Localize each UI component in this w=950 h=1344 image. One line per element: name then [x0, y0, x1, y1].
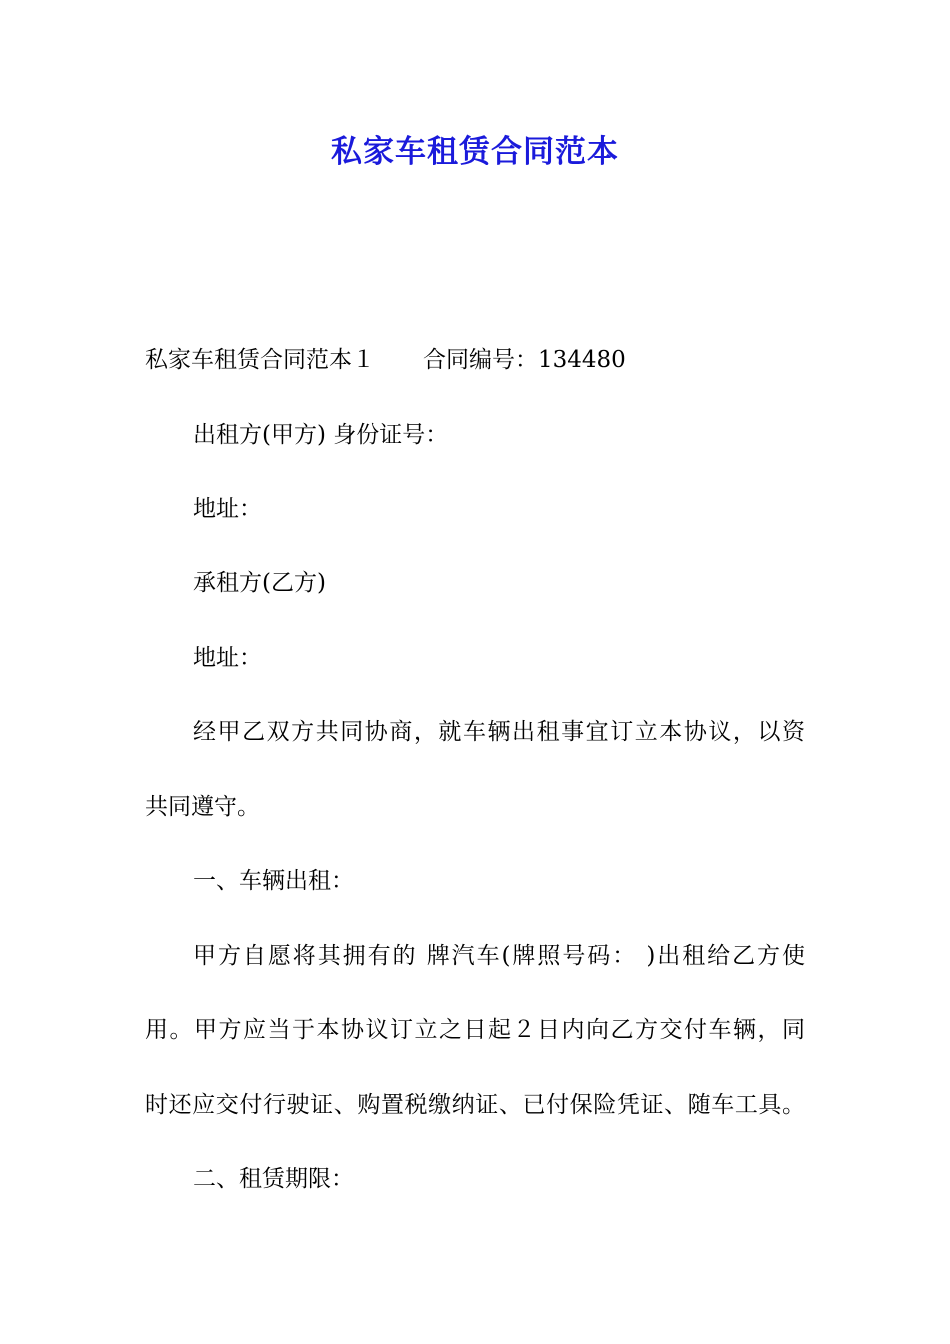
lessee-line: 承租方(乙方) [193, 570, 326, 596]
intro-paragraph-line-1: 经甲乙双方共同协商，就车辆出租事宜订立本协议，以资 [193, 719, 805, 745]
intro-paragraph-line-2: 共同遵守。 [145, 794, 260, 820]
contract-number: 合同编号：134480 [423, 347, 626, 373]
section-2-heading: 二、租赁期限： [193, 1166, 354, 1192]
section-1-line-1: 甲方自愿将其拥有的 牌汽车(牌照号码： )出租给乙方使 [193, 943, 805, 969]
lessee-address: 地址： [193, 645, 262, 671]
header-line [145, 344, 626, 376]
section-1-line-2: 用。甲方应当于本协议订立之日起２日内向乙方交付车辆，同 [145, 1017, 805, 1043]
doc-label: 私家车租赁合同范本１ [145, 347, 375, 373]
section-1-line-3: 时还应交付行驶证、购置税缴纳证、已付保险凭证、随车工具。 [145, 1092, 805, 1118]
lessor-line: 出租方(甲方) 身份证号： [193, 422, 449, 448]
section-1-heading: 一、车辆出租： [193, 868, 354, 894]
document-title: 私家车租赁合同范本 [331, 134, 619, 170]
lessor-address: 地址： [193, 496, 262, 522]
